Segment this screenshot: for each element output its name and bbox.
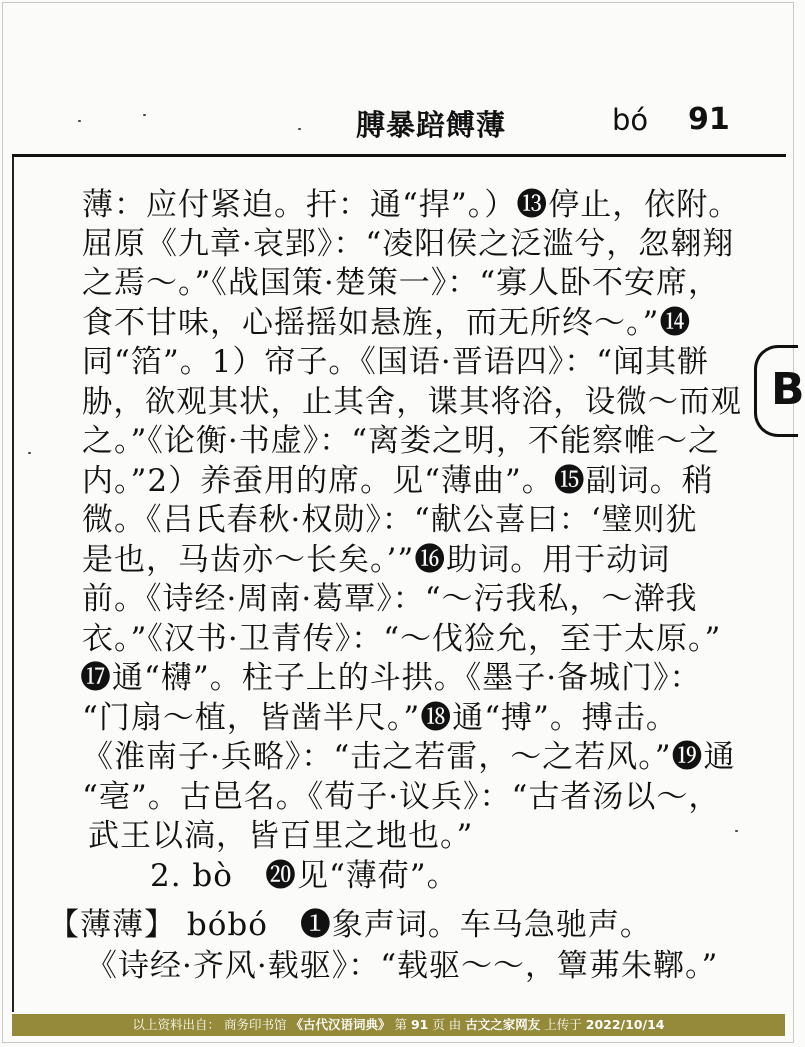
entry-line: “亳”。古邑名。《荀子·议兵》：“古者汤以～， — [82, 779, 721, 815]
entry-line: 之焉～。”《战国策·楚策一》：“寡人卧不安席， — [82, 265, 721, 301]
entry-line: 【薄薄】 bóbó ❶象声词。车马急驰声。 — [48, 907, 652, 943]
scan-speck — [298, 128, 301, 130]
side-index-letter: B — [771, 364, 805, 415]
footer-upload-label: 上传于 — [540, 1017, 586, 1032]
entry-line: 2. bò ⓴见“薄荷”。 — [150, 858, 459, 894]
entry-line: 同“箔”。1）帘子。《国语·晋语四》：“闻其骿 — [82, 344, 710, 380]
entry-line: 《诗经·齐风·载驱》：“载驱～～，簟茀朱鞹。” — [86, 948, 719, 984]
entry-line: 食不甘味，心摇摇如悬旌，而无所终～。”⓮ — [82, 305, 692, 341]
footer-prefix: 以上资料出自： 商务印书馆 — [132, 1017, 291, 1032]
entry-line: 内。”2）养蚕用的席。见“薄曲”。⓯副词。稍 — [82, 463, 714, 499]
entry-line: 之。”《论衡·书虚》：“离娄之明，不能察帷～之 — [82, 423, 721, 459]
entry-line: 胁，欲观其状，止其舍，谍其将浴，设微～而观 — [82, 384, 742, 420]
header-rule — [12, 154, 786, 157]
scan-speck — [735, 830, 738, 832]
footer-uploader: 古文之家网友 — [465, 1017, 541, 1032]
footer-mid: 页 由 — [428, 1017, 466, 1032]
header-pinyin: bó — [612, 103, 649, 137]
footer-date: 2022/10/14 — [585, 1017, 665, 1032]
entry-line: 薄：应付紧迫。扞：通“捍”。）⓭停止，依附。 — [82, 187, 741, 223]
scan-speck — [28, 452, 31, 454]
entry-line: 前。《诗经·周南·葛覃》：“～污我私，～澣我 — [82, 581, 698, 617]
header-headwords: 膊暴踣餺薄 — [356, 108, 507, 142]
entry-line: “门扇～植，皆凿半尺。”⓲通“搏”。搏击。 — [82, 700, 678, 736]
entry-line: 屈原《九章·哀郢》：“凌阳侯之泛滥兮，忽翱翔 — [82, 226, 735, 262]
entry-line: 是也，马齿亦～长矣。’”⓰助词。用于动词 — [82, 542, 671, 578]
page-number: 91 — [688, 102, 730, 137]
entry-line: 微。《吕氏春秋·权勋》：“献公喜曰：‘璧则犹 — [82, 502, 698, 538]
entry-line: 《淮南子·兵略》：“击之若雷，～之若风。”⓳通 — [82, 739, 736, 775]
scan-speck — [143, 114, 146, 116]
entry-line: 武王以滈，皆百里之地也。” — [88, 818, 474, 854]
entry-line: 衣。”《汉书·卫青传》：“～伐猃允，至于太原。” — [82, 621, 722, 657]
footer-book-title: 《古代汉语词典》 — [290, 1017, 391, 1032]
scan-speck — [78, 120, 81, 122]
footer-page-label: 第 — [390, 1017, 411, 1032]
source-footer — [12, 1014, 785, 1036]
side-index-tab — [754, 345, 805, 437]
column-rule — [12, 157, 14, 1012]
footer-page: 91 — [410, 1017, 429, 1032]
entry-line: ⓱通“欂”。柱子上的斗拱。《墨子·备城门》： — [80, 660, 702, 696]
